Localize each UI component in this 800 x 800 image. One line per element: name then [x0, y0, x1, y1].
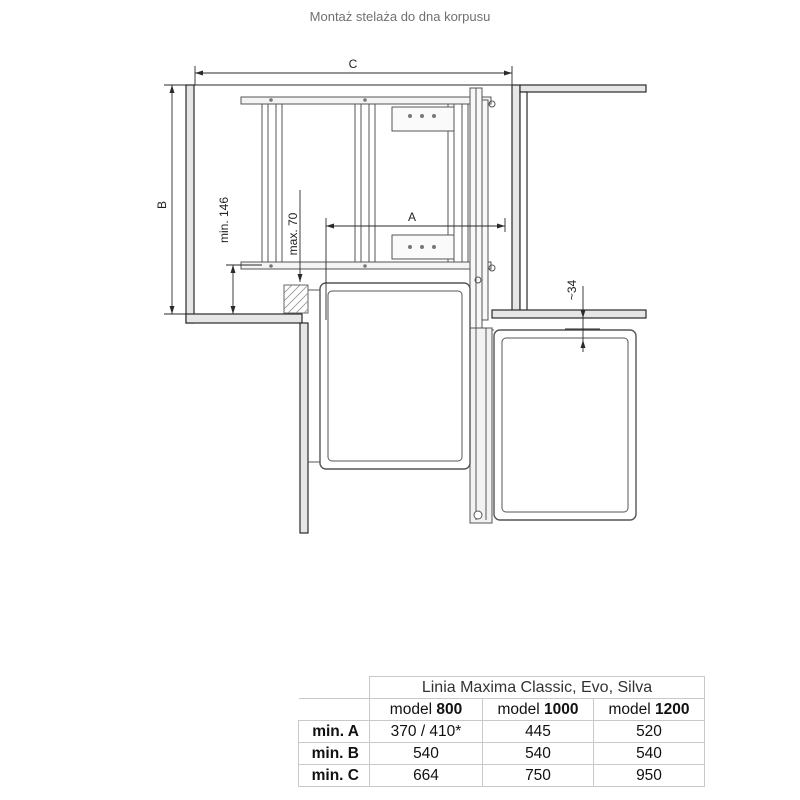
- hatched-block: [284, 285, 308, 313]
- left-basket: [308, 283, 470, 469]
- table-line-title: Linia Maxima Classic, Evo, Silva: [370, 677, 705, 699]
- table-cell: 540: [594, 743, 705, 765]
- page-title: Montaż stelaża do dna korpusu: [309, 9, 491, 24]
- model-prefix: model: [497, 701, 540, 718]
- model-number: 1000: [544, 701, 579, 718]
- table-corner: [299, 677, 370, 699]
- dimension-table: [298, 676, 705, 787]
- dimension-34-label: ~34: [565, 279, 579, 301]
- table-model-header: [370, 699, 483, 721]
- model-prefix: model: [608, 701, 651, 718]
- row-label: min. C: [299, 765, 370, 787]
- table-row: [299, 721, 705, 743]
- right-basket: [492, 330, 636, 520]
- table-cell: 750: [483, 765, 594, 787]
- rack-frame: [241, 88, 492, 523]
- bottom-wall-right: [492, 310, 646, 318]
- dimension-max70-label: max. 70: [286, 212, 300, 256]
- table-cell: 540: [483, 743, 594, 765]
- dimension-min146-label: min. 146: [217, 196, 231, 244]
- bottom-wall-left: [186, 314, 302, 323]
- bracket-holes: [269, 98, 495, 283]
- table-model-header: [594, 699, 705, 721]
- table-row: [299, 699, 705, 721]
- row-label: min. B: [299, 743, 370, 765]
- table-cell: 370 / 410*: [370, 721, 483, 743]
- dimension-a-label: A: [407, 210, 417, 224]
- dimension-b-label: B: [155, 200, 169, 210]
- table-header-blank: [299, 699, 370, 721]
- table-cell: 540: [370, 743, 483, 765]
- table-row: [299, 765, 705, 787]
- table-cell: 520: [594, 721, 705, 743]
- table-cell: 445: [483, 721, 594, 743]
- table-cell: 664: [370, 765, 483, 787]
- right-partition-wall: [512, 85, 520, 317]
- left-wall: [186, 85, 194, 323]
- table-model-header: [483, 699, 594, 721]
- inner-partition: [520, 92, 527, 312]
- row-label: min. A: [299, 721, 370, 743]
- model-number: 1200: [655, 701, 690, 718]
- model-prefix: model: [389, 701, 433, 718]
- door-panel-left: [300, 323, 308, 533]
- model-number: 800: [436, 701, 463, 718]
- dimension-c-label: C: [348, 57, 358, 71]
- table-cell: 950: [594, 765, 705, 787]
- top-right-panel: [520, 85, 646, 92]
- table-row: [299, 677, 705, 699]
- cabinet-walls: [186, 85, 646, 533]
- table-row: [299, 743, 705, 765]
